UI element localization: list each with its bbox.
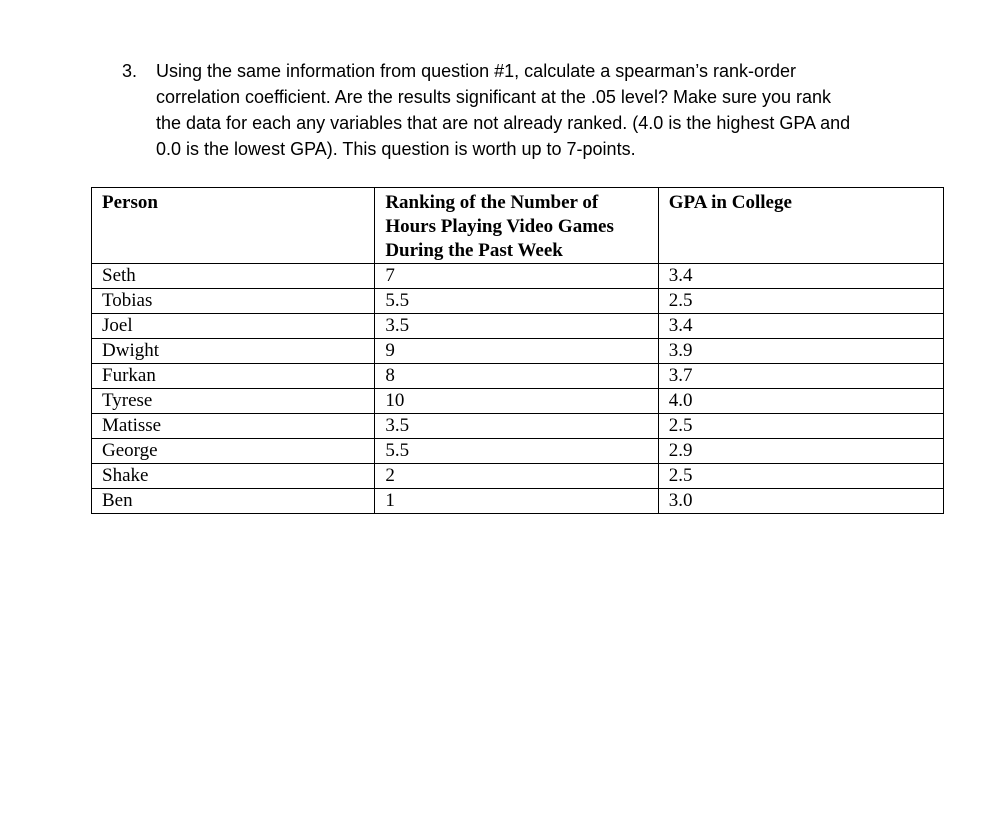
table-row <box>92 314 944 339</box>
question-line: Using the same information from question #1, calculate a spearman’s rank-order <box>156 61 796 81</box>
cell-ranking: 5.5 <box>375 289 658 314</box>
table-row <box>92 339 944 364</box>
cell-person: Joel <box>92 314 375 339</box>
header-gpa: GPA in College <box>658 188 943 264</box>
cell-ranking: 3.5 <box>375 314 658 339</box>
cell-person: Ben <box>92 489 375 514</box>
cell-gpa: 4.0 <box>658 389 943 414</box>
cell-gpa: 3.4 <box>658 314 943 339</box>
cell-ranking: 2 <box>375 464 658 489</box>
table-row <box>92 264 944 289</box>
cell-person: Tyrese <box>92 389 375 414</box>
question-line: correlation coefficient. Are the results significant at the .05 level? Make sure you rank <box>156 87 832 107</box>
cell-ranking: 1 <box>375 489 658 514</box>
header-ranking-line: Hours Playing Video Games <box>385 216 614 237</box>
cell-ranking: 9 <box>375 339 658 364</box>
header-ranking <box>375 188 658 264</box>
question-line: 0.0 is the lowest GPA). This question is worth up to 7-points. <box>156 139 636 159</box>
table-header-row <box>92 188 944 264</box>
cell-ranking: 10 <box>375 389 658 414</box>
cell-person: Shake <box>92 464 375 489</box>
header-ranking-line: Ranking of the Number of <box>385 192 599 213</box>
question-number: 3. <box>122 61 138 81</box>
cell-ranking: 7 <box>375 264 658 289</box>
cell-gpa: 3.4 <box>658 264 943 289</box>
cell-gpa: 2.5 <box>658 464 943 489</box>
table-row <box>92 289 944 314</box>
cell-gpa: 3.7 <box>658 364 943 389</box>
cell-ranking: 8 <box>375 364 658 389</box>
cell-gpa: 3.0 <box>658 489 943 514</box>
cell-ranking: 5.5 <box>375 439 658 464</box>
data-table <box>91 187 944 514</box>
table-row <box>92 414 944 439</box>
cell-person: Dwight <box>92 339 375 364</box>
header-ranking-line: During the Past Week <box>385 240 563 261</box>
table-row <box>92 489 944 514</box>
cell-person: Tobias <box>92 289 375 314</box>
cell-person: George <box>92 439 375 464</box>
table-row <box>92 464 944 489</box>
table-row <box>92 364 944 389</box>
cell-person: Matisse <box>92 414 375 439</box>
cell-person: Seth <box>92 264 375 289</box>
table-row <box>92 439 944 464</box>
header-person: Person <box>92 188 375 264</box>
cell-gpa: 2.5 <box>658 289 943 314</box>
cell-gpa: 3.9 <box>658 339 943 364</box>
question-text <box>156 58 932 162</box>
cell-gpa: 2.5 <box>658 414 943 439</box>
table-row <box>92 389 944 414</box>
question-line: the data for each any variables that are not already ranked. (4.0 is the highest GPA and <box>156 113 851 133</box>
cell-person: Furkan <box>92 364 375 389</box>
cell-ranking: 3.5 <box>375 414 658 439</box>
cell-gpa: 2.9 <box>658 439 943 464</box>
